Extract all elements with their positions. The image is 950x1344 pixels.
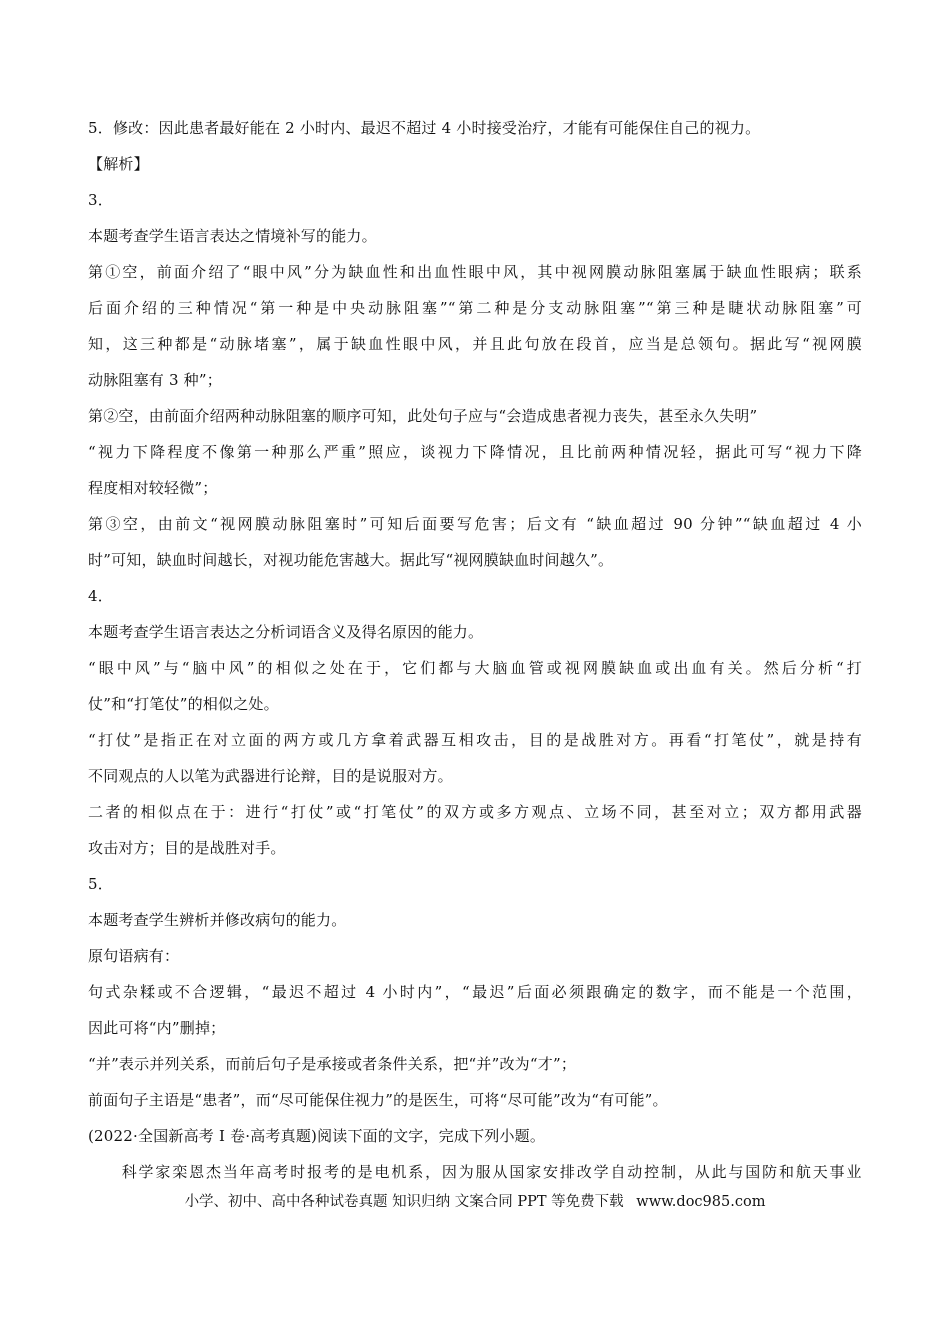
text-line: 5．修改：因此患者最好能在 2 小时内、最迟不超过 4 小时接受治疗，才能有可能保住自己的视力。 <box>88 119 761 137</box>
text-line: “打仗”是指正在对立面的两方或几方拿着武器互相攻击，目的是战胜对方。再看“打笔仗”，就是持有 <box>88 731 862 749</box>
text-line: 第②空，由前面介绍两种动脉阻塞的顺序可知，此处句子应与“会造成患者视力丧失，甚至永久失明” <box>88 407 758 425</box>
text-line: 【解析】 <box>88 155 149 173</box>
page-footer <box>0 1192 950 1212</box>
footer-text: 小学、初中、高中各种试卷真题 知识归纳 文案合同 PPT 等免费下载 <box>184 1194 624 1210</box>
text-line: 4． <box>88 587 113 605</box>
text-line: “并”表示并列关系，而前后句子是承接或者条件关系，把“并”改为“才”； <box>88 1055 577 1073</box>
text-line: 前面句子主语是“患者”，而“尽可能保住视力”的是医生，可将“尽可能”改为“有可能”。 <box>88 1091 668 1109</box>
text-line: 攻击对方；目的是战胜对手。 <box>88 839 286 857</box>
text-line: (2022·全国新高考 I 卷·高考真题)阅读下面的文字，完成下列小题。 <box>88 1127 546 1145</box>
text-line: 原句语病有： <box>88 947 180 965</box>
footer-url[interactable]: www.doc985.com <box>636 1194 766 1210</box>
text-line: 句式杂糅或不合逻辑，“最迟不超过 4 小时内”，“最迟”后面必须跟确定的数字，而不能是一个范围， <box>88 983 862 1001</box>
text-line: 后面介绍的三种情况“第一种是中央动脉阻塞”“第二种是分支动脉阻塞”“第三种是睫状动脉阻塞”可 <box>88 299 862 317</box>
text-line: 不同观点的人以笔为武器进行论辩，目的是说服对方。 <box>88 767 453 785</box>
text-line: “视力下降程度不像第一种那么严重”照应，谈视力下降情况，且比前两种情况轻，据此可写“视力下降 <box>88 443 862 461</box>
text-line: 二者的相似点在于：进行“打仗”或“打笔仗”的双方或多方观点、立场不同，甚至对立；双方都用武器 <box>88 803 862 821</box>
text-line: 本题考查学生辨析并修改病句的能力。 <box>88 911 347 929</box>
text-line: 3． <box>88 191 113 209</box>
text-line: 程度相对较轻微”； <box>88 479 218 497</box>
text-line: 5． <box>88 875 113 893</box>
text-line: 时”可知，缺血时间越长，对视功能危害越大。据此写“视网膜缺血时间越久”。 <box>88 551 614 569</box>
text-line: 本题考查学生语言表达之情境补写的能力。 <box>88 227 377 245</box>
text-line: 知，这三种都是“动脉堵塞”，属于缺血性眼中风，并且此句放在段首，应当是总领句。据此写“视网膜 <box>88 335 862 353</box>
text-line: 本题考查学生语言表达之分析词语含义及得名原因的能力。 <box>88 623 484 641</box>
text-line: 第③空，由前文“视网膜动脉阻塞时”可知后面要写危害；后文有 “缺血超过 90 分钟”“缺血超过 4 小 <box>88 515 862 533</box>
text-line: 动脉阻塞有 3 种”； <box>88 371 222 389</box>
text-line: 仗”和“打笔仗”的相似之处。 <box>88 695 279 713</box>
text-line: 因此可将“内”删掉； <box>88 1019 226 1037</box>
passage-line: 科学家栾恩杰当年高考时报考的是电机系，因为服从国家安排改学自动控制，从此与国防和航天事业 <box>88 1163 862 1181</box>
text-line: 第①空，前面介绍了“眼中风”分为缺血性和出血性眼中风，其中视网膜动脉阻塞属于缺血性眼病；联系 <box>88 263 862 281</box>
text-line: “眼中风”与“脑中风”的相似之处在于，它们都与大脑血管或视网膜缺血或出血有关。然后分析“打 <box>88 659 862 677</box>
